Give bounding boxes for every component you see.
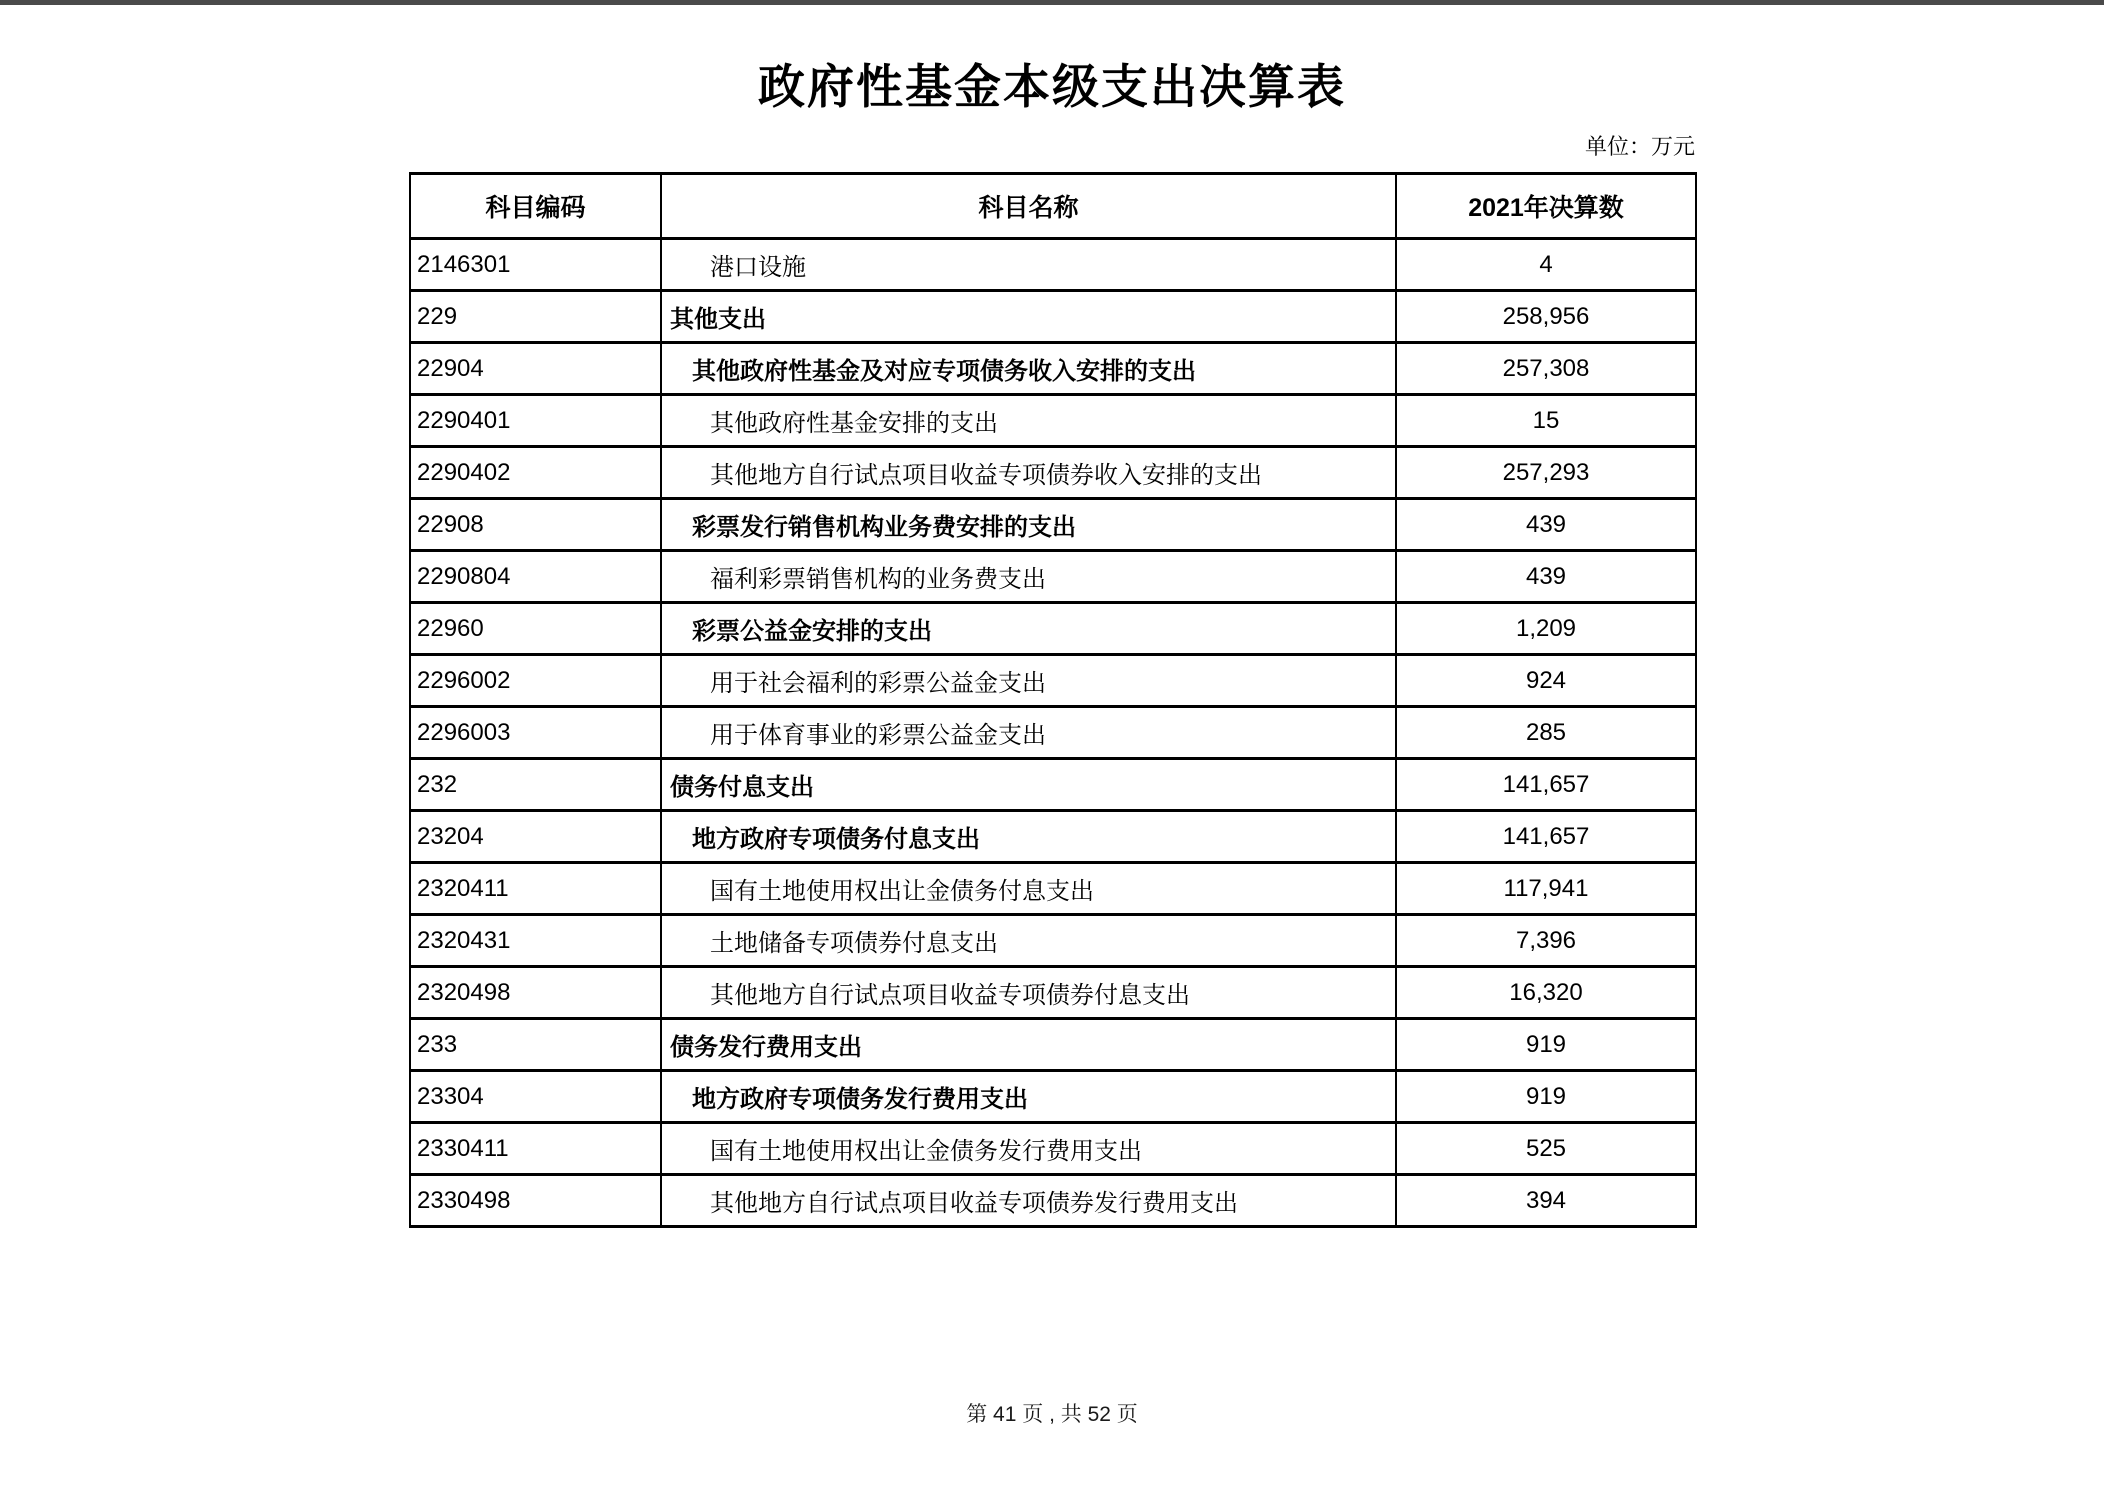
table-row	[410, 967, 1696, 1019]
subject-code-cell: 2290804	[410, 551, 661, 603]
subject-name-cell: 国有土地使用权出让金债务付息支出	[661, 863, 1396, 915]
subject-name-cell: 其他地方自行试点项目收益专项债券发行费用支出	[661, 1175, 1396, 1227]
table-row	[410, 915, 1696, 967]
column-header-subject-name: 科目名称	[661, 174, 1396, 239]
subject-name-cell: 债务发行费用支出	[661, 1019, 1396, 1071]
table-row	[410, 447, 1696, 499]
subject-name-cell: 其他政府性基金安排的支出	[661, 395, 1396, 447]
table-row	[410, 499, 1696, 551]
subject-code-cell: 2296003	[410, 707, 661, 759]
final-value-cell: 141,657	[1396, 811, 1696, 863]
subject-code-cell: 22904	[410, 343, 661, 395]
subject-code-cell: 2320431	[410, 915, 661, 967]
subject-code-cell: 2330498	[410, 1175, 661, 1227]
table-row	[410, 1071, 1696, 1123]
subject-code-cell: 232	[410, 759, 661, 811]
subject-code-cell: 2320498	[410, 967, 661, 1019]
table-row	[410, 603, 1696, 655]
subject-name-cell: 福利彩票销售机构的业务费支出	[661, 551, 1396, 603]
final-value-cell: 16,320	[1396, 967, 1696, 1019]
subject-code-cell: 229	[410, 291, 661, 343]
table-row	[410, 343, 1696, 395]
unit-label: 单位：万元	[1584, 134, 1695, 159]
table-row	[410, 707, 1696, 759]
table-row	[410, 1123, 1696, 1175]
subject-name-cell: 用于社会福利的彩票公益金支出	[661, 655, 1396, 707]
final-value-cell: 525	[1396, 1123, 1696, 1175]
final-value-cell: 258,956	[1396, 291, 1696, 343]
table-row	[410, 655, 1696, 707]
table-header-row	[410, 174, 1696, 239]
subject-name-cell: 用于体育事业的彩票公益金支出	[661, 707, 1396, 759]
window-top-edge	[0, 0, 2104, 5]
final-value-cell: 439	[1396, 499, 1696, 551]
subject-name-cell: 土地储备专项债券付息支出	[661, 915, 1396, 967]
final-value-cell: 257,293	[1396, 447, 1696, 499]
final-value-cell: 257,308	[1396, 343, 1696, 395]
subject-name-cell: 其他地方自行试点项目收益专项债券付息支出	[661, 967, 1396, 1019]
subject-name-cell: 彩票发行销售机构业务费安排的支出	[661, 499, 1396, 551]
table-row	[410, 551, 1696, 603]
subject-name-cell: 其他支出	[661, 291, 1396, 343]
table-row	[410, 759, 1696, 811]
subject-code-cell: 22908	[410, 499, 661, 551]
final-value-cell: 7,396	[1396, 915, 1696, 967]
subject-code-cell: 23304	[410, 1071, 661, 1123]
subject-code-cell: 233	[410, 1019, 661, 1071]
table-row	[410, 863, 1696, 915]
subject-code-cell: 2296002	[410, 655, 661, 707]
table-row	[410, 811, 1696, 863]
column-header-subject-code: 科目编码	[410, 174, 661, 239]
subject-name-cell: 债务付息支出	[661, 759, 1396, 811]
final-value-cell: 919	[1396, 1019, 1696, 1071]
final-value-cell: 394	[1396, 1175, 1696, 1227]
subject-name-cell: 其他政府性基金及对应专项债务收入安排的支出	[661, 343, 1396, 395]
final-value-cell: 285	[1396, 707, 1696, 759]
final-value-cell: 924	[1396, 655, 1696, 707]
table-row	[410, 1175, 1696, 1227]
subject-name-cell: 其他地方自行试点项目收益专项债券收入安排的支出	[661, 447, 1396, 499]
final-value-cell: 141,657	[1396, 759, 1696, 811]
subject-name-cell: 地方政府专项债务发行费用支出	[661, 1071, 1396, 1123]
table-row	[410, 239, 1696, 291]
page-number: 第 41 页 , 共 52 页	[966, 1403, 1138, 1426]
subject-code-cell: 2290402	[410, 447, 661, 499]
table-body	[410, 239, 1696, 1227]
page-title: 政府性基金本级支出决算表	[758, 60, 1346, 113]
subject-name-cell: 国有土地使用权出让金债务发行费用支出	[661, 1123, 1396, 1175]
table-row	[410, 395, 1696, 447]
table-row	[410, 291, 1696, 343]
expenditure-table	[409, 172, 1697, 1228]
subject-code-cell: 2330411	[410, 1123, 661, 1175]
subject-code-cell: 2290401	[410, 395, 661, 447]
subject-code-cell: 22960	[410, 603, 661, 655]
final-value-cell: 4	[1396, 239, 1696, 291]
subject-name-cell: 港口设施	[661, 239, 1396, 291]
final-value-cell: 15	[1396, 395, 1696, 447]
final-value-cell: 117,941	[1396, 863, 1696, 915]
subject-name-cell: 地方政府专项债务付息支出	[661, 811, 1396, 863]
subject-code-cell: 2146301	[410, 239, 661, 291]
subject-name-cell: 彩票公益金安排的支出	[661, 603, 1396, 655]
subject-code-cell: 23204	[410, 811, 661, 863]
table-row	[410, 1019, 1696, 1071]
final-value-cell: 439	[1396, 551, 1696, 603]
column-header-2021-final: 2021年决算数	[1396, 174, 1696, 239]
final-value-cell: 1,209	[1396, 603, 1696, 655]
subject-code-cell: 2320411	[410, 863, 661, 915]
final-value-cell: 919	[1396, 1071, 1696, 1123]
